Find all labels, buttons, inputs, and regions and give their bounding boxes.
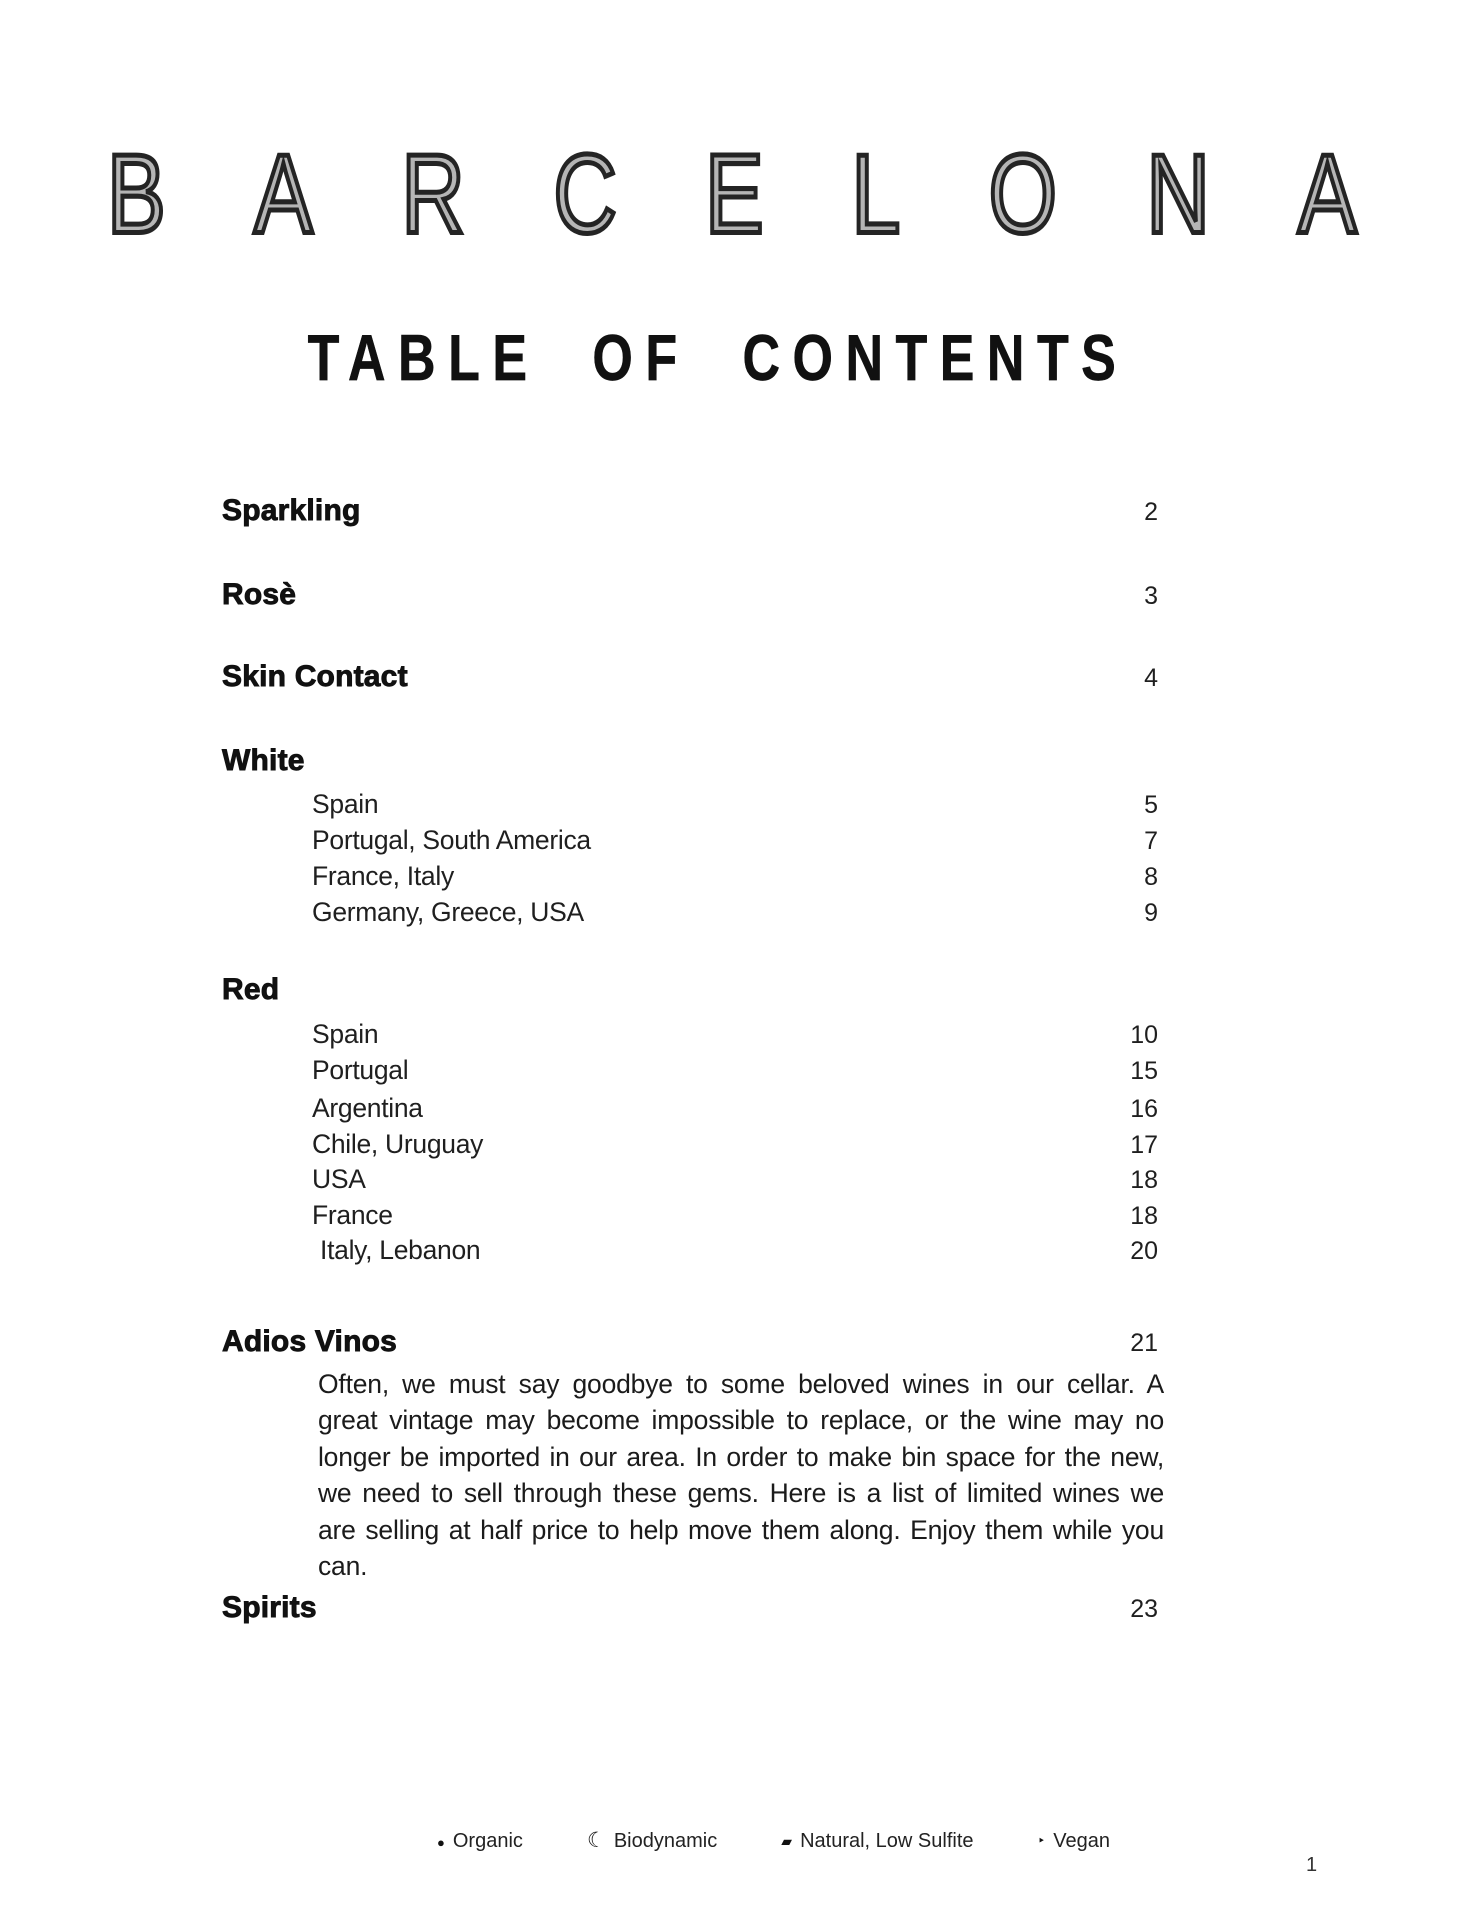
toc-item-red-chile-uruguay[interactable] [312,1126,1158,1163]
toc-section-sparkling[interactable] [222,493,1158,530]
biodynamic-moon-icon: ☾ [586,1829,606,1852]
toc-page-number: 15 [1130,1057,1158,1085]
toc-item-label: Germany, Greece, USA [312,897,584,927]
toc-page-number: 16 [1130,1095,1158,1123]
toc-section-red[interactable] [222,972,1158,1008]
toc-item-label: Argentina [312,1093,423,1123]
toc-page-number: 20 [1130,1237,1158,1265]
toc-section-label: Skin Contact [222,660,408,693]
toc-item-label: Chile, Uruguay [312,1129,484,1159]
toc-item-red-france[interactable] [312,1197,1158,1234]
toc-item-red-argentina[interactable] [312,1090,1158,1127]
toc-section-white[interactable] [222,743,1158,779]
toc-page-number: 5 [1144,791,1158,819]
vegan-icon: ‣ [1037,1833,1046,1848]
toc-section-label: Sparkling [222,494,361,527]
legend-item-natural-low-sulfite [781,1830,973,1853]
toc-section-rose[interactable] [222,577,1158,614]
logo-letter: E [705,131,765,258]
toc-section-label: White [222,744,305,777]
toc-page-number: 9 [1144,899,1158,927]
toc-item-white-spain[interactable] [312,786,1158,823]
toc-item-label: Spain [312,1019,379,1049]
table-of-contents [222,0,1164,1920]
organic-icon: ● [437,1835,445,1850]
logo-letter: O [988,131,1058,258]
natural-low-sulfite-icon: ▰ [781,1832,793,1849]
toc-section-adios-vinos[interactable] [222,1324,1158,1361]
toc-page-number: 23 [1130,1595,1158,1623]
toc-item-red-usa[interactable] [312,1161,1158,1198]
adios-vinos-description: Often, we must say goodbye to some beloved wines in our cellar. A great vintage may become impossible to replace, or the wine may no longer be imported in our area. In order to make bin space for the new, we need to sell through these gems. Here is a list of limited wines we are selling at half price to help move them along. Enjoy them while you can. [318,1369,1164,1582]
toc-item-white-germany-greece-usa[interactable] [312,894,1158,931]
toc-page-number: 10 [1130,1021,1158,1049]
page-title-text: TABLE OF CONTENTS [307,322,1129,395]
toc-page-number: 17 [1130,1131,1158,1159]
toc-section-label: Spirits [222,1591,317,1624]
toc-item-label: Spain [312,789,379,819]
toc-page-number: 7 [1144,827,1158,855]
toc-item-label: France [312,1200,393,1230]
toc-item-red-spain[interactable] [312,1016,1158,1053]
logo-letter: C [553,131,617,258]
toc-item-red-italy-lebanon[interactable] [320,1232,1158,1269]
toc-section-skin-contact[interactable] [222,659,1158,696]
toc-item-label: Portugal, South America [312,825,591,855]
legend-label: Vegan [1053,1830,1110,1852]
toc-page-number: 4 [1144,664,1158,692]
legend-label: Organic [452,1830,523,1852]
toc-page-number: 21 [1130,1329,1158,1357]
toc-section-label: Red [222,973,280,1006]
toc-page-number: 8 [1144,863,1158,891]
toc-item-label: Italy, Lebanon [320,1235,481,1265]
toc-section-label: Rosè [222,578,297,611]
logo-letter: R [400,131,465,258]
logo-letter: B [107,131,166,258]
legend-label: Natural, Low Sulfite [800,1830,974,1852]
toc-item-label: Portugal [312,1055,409,1085]
legend-label: Biodynamic [613,1830,718,1852]
logo-letter: A [1298,131,1357,258]
toc-item-red-portugal[interactable] [312,1052,1158,1089]
legend-item-vegan [1038,1830,1110,1853]
wine-symbol-legend [437,1830,1110,1853]
toc-item-label: USA [312,1164,366,1194]
logo-letter: L [851,131,901,258]
logo-letter: A [253,131,313,258]
toc-page-number: 18 [1130,1166,1158,1194]
legend-item-biodynamic [587,1830,717,1853]
logo-letter: N [1146,131,1210,258]
page-number: 1 [1306,1854,1318,1876]
toc-item-label: France, Italy [312,861,454,891]
toc-item-white-portugal-south-america[interactable] [312,822,1158,859]
legend-item-organic [437,1830,523,1853]
toc-section-label: Adios Vinos [222,1325,398,1358]
toc-section-spirits[interactable] [222,1590,1158,1627]
toc-page-number: 3 [1144,582,1158,610]
toc-page-number: 2 [1144,498,1158,526]
toc-page-number: 18 [1130,1202,1158,1230]
toc-item-white-france-italy[interactable] [312,858,1158,895]
